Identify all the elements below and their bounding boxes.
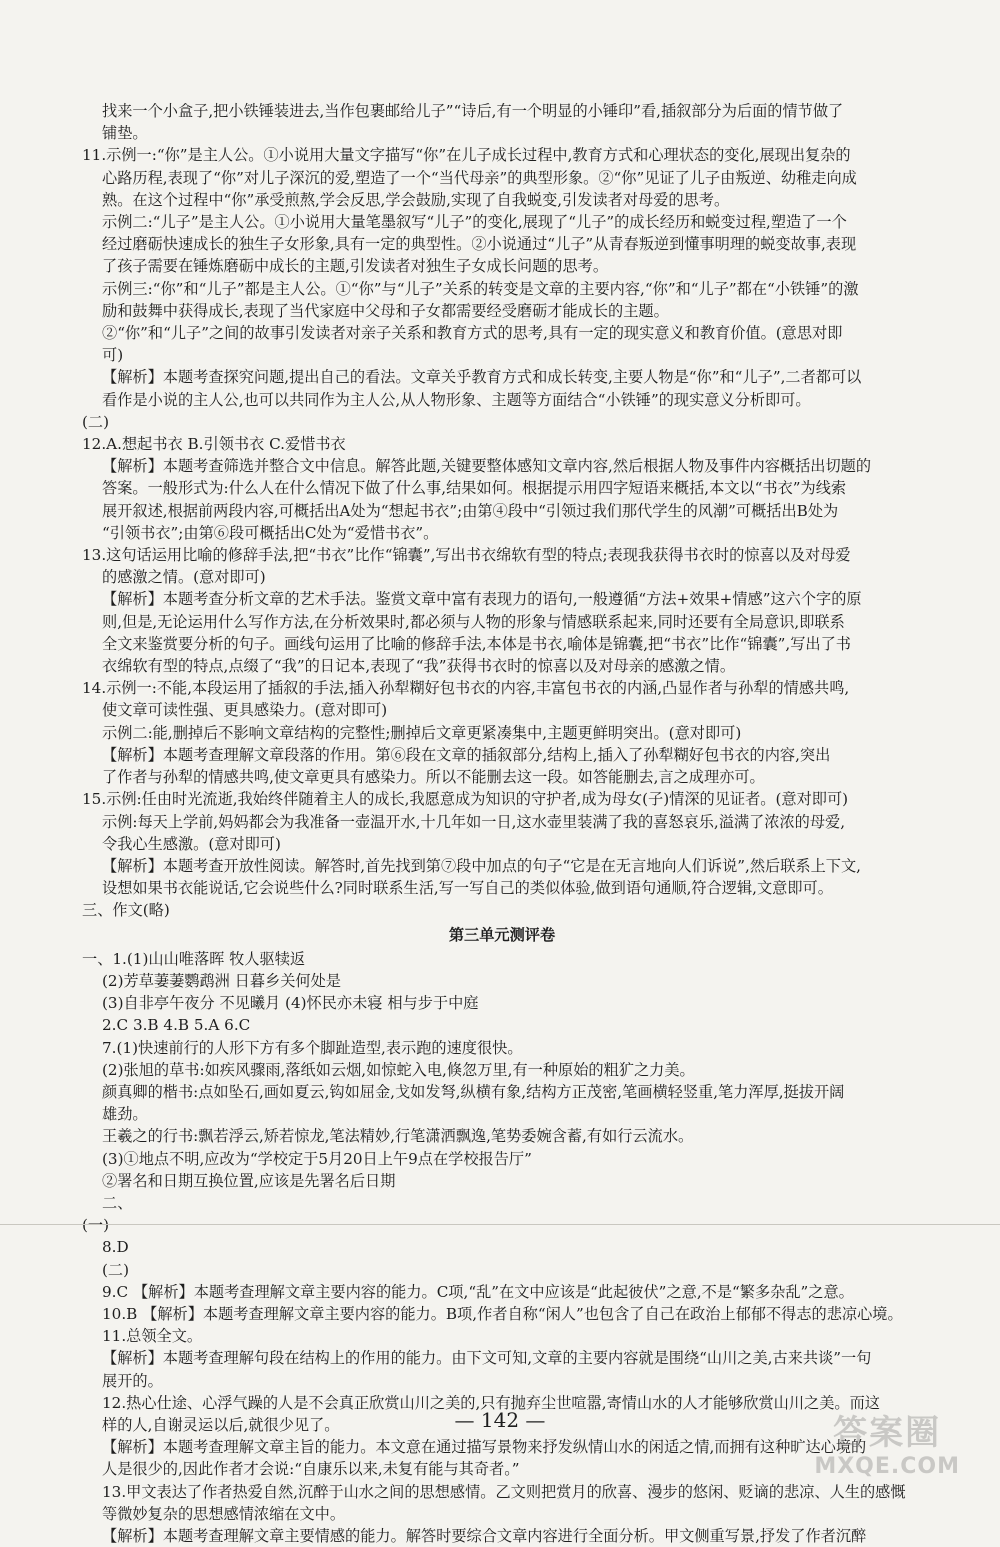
text-line: 看作是小说的主人公,也可以共同作为主人公,从人物形象、主题等方面结合“小铁锤”的现实意义分析即可。	[102, 390, 811, 409]
text-line: 找来一个小盒子,把小铁锤装进去,当作包裹邮给儿子”“诗后,有一个明显的小锤印”看,插叙部分为后面的情节做了	[102, 102, 844, 120]
text-line: 【解析】本题考查理解文章主要情感的能力。解答时要综合文章内容进行全面分析。甲文侧重写景,抒发了作者沉醉	[102, 1527, 867, 1545]
text-line: 【解析】本题考查理解文章主旨的能力。本文意在通过描写景物来抒发纵情山水的闲适之情,而拥有这种旷达心境的	[102, 1438, 867, 1457]
text-line: 熟。在这个过程中“你”承受煎熬,学会反思,学会鼓励,实现了自我蜕变,引发读者对母爱的思考。	[102, 190, 730, 209]
text-line: 则,但是,无论运用什么写作方法,在分析效果时,都必须与人物的形象与情感联系起来,同时还要有全局意识,即联系	[102, 612, 845, 631]
text-line: (3)自非亭午夜分 不见曦月 (4)怀民亦未寝 相与步于中庭	[102, 994, 479, 1013]
section-marker: 三、作文(略)	[82, 901, 170, 920]
analysis-line: 【解析】本题考查探究问题,提出自己的看法。文章关乎教育方式和成长转变,主要人物是“你”和“儿子”,二者都可以	[102, 368, 862, 387]
text-line: 的感激之情。(意对即可)	[102, 568, 266, 587]
text-line: 心路历程,表现了“你”对儿子深沉的爱,塑造了一个“当代母亲”的典型形象。②“你”见证了儿子由叛逆、幼稚走向成	[102, 168, 857, 187]
divider-line	[0, 1224, 1000, 1225]
section-title: 第三单元测评卷	[448, 925, 556, 944]
text-line: 励和鼓舞中获得成长,表现了当代家庭中父母和子女都需要经受磨砺才能成长的主题。	[102, 301, 669, 320]
answer-content	[82, 100, 922, 1547]
text-line: ②“你”和“儿子”之间的故事引发读者对亲子关系和教育方式的思考,具有一定的现实意义和教育价值。(意思对即	[102, 324, 843, 343]
text-line: 7.(1)快速前行的人形下方有多个脚趾造型,表示跑的速度很快。	[102, 1038, 523, 1057]
text-line: 了作者与孙犁的情感共鸣,使文章更具有感染力。所以不能删去这一段。如答能删去,言之成理亦可。	[102, 768, 765, 787]
answer-11: 11.示例一:“你”是主人公。①小说用大量文字描写“你”在儿子成长过程中,教育方式和心理状态的变化,展现出复杂的	[82, 146, 851, 165]
text-line: 王羲之的行书:飘若浮云,矫若惊龙,笔法精妙,行笔潇洒飘逸,笔势委婉含蓄,有如行云流水。	[102, 1127, 694, 1146]
answer-13: 等微妙复杂的思想感情浓缩在文中。	[102, 1504, 345, 1523]
text-line: 衣绵软有型的特点,点缀了“我”的日记本,表现了“我”获得书衣时的惊喜以及对母亲的感激之情。	[102, 657, 736, 676]
answer-13: 13.这句话运用比喻的修辞手法,把“书衣”比作“锦囊”,写出书衣绵软有型的特点;表现我获得书衣时的惊喜以及对母爱	[82, 546, 851, 565]
answer-9: 10.B 【解析】本题考查理解文章主要内容的能力。B项,作者自称“闲人”也包含了自己在政治上郁郁不得志的悲凉心境。	[102, 1304, 903, 1323]
section-marker: (一)	[82, 1216, 110, 1235]
text-line: 13.甲文表达了作者热爱自然,沉醉于山水之间的思想感情。乙文则把赏月的欣喜、漫步的悠闲、贬谪的悲凉、人生的感慨	[102, 1482, 906, 1501]
text-line: 设想如果书衣能说话,它会说些什么?同时联系生活,写一写自己的类似体验,做到语句通顺,符合逻辑,文意即可。	[102, 879, 833, 898]
text-line: (3)①地点不明,应改为“学校定于5月20日上午9点在学校报告厅”	[102, 1149, 532, 1168]
text-line: 使文章可读性强、更具感染力。(意对即可)	[102, 701, 388, 720]
text-line: (2)张旭的草书:如疾风骤雨,落纸如云烟,如惊蛇入电,倏忽万里,有一种原始的粗犷之力美。	[102, 1060, 695, 1079]
text-line: 展开叙述,根据前两段内容,可概括出A处为“想起书衣”;由第④段中“引领过我们那代学生的风潮”可概括出B处为	[102, 501, 839, 520]
section-marker: (二)	[82, 412, 110, 431]
analysis-line: 展开的。	[102, 1371, 163, 1390]
text-line: 雄劲。	[102, 1105, 148, 1124]
text-line: 铺垫。	[102, 124, 148, 143]
answer-11: 【解析】本题考查理解句段在结构上的作用的能力。由下文可知,文章的主要内容就是围绕“山川之美,古来共谈”一句	[102, 1349, 872, 1368]
answer-12: 样的人,自谢灵运以后,就很少见了。	[102, 1415, 340, 1434]
text-line: ②署名和日期互换位置,应该是先署名后日期	[102, 1171, 396, 1190]
text-line: 示例三:“你”和“儿子”都是主人公。①“你”与“儿子”关系的转变是文章的主要内容,“你”和“儿子”都在“小铁锤”的激	[102, 279, 859, 298]
text-line: 2.C 3.B 4.B 5.A 6.C	[102, 1016, 251, 1035]
text-line: 示例二:“儿子”是主人公。①小说用大量笔墨叙写“儿子”的变化,展现了“儿子”的成长经历和蜕变过程,塑造了一个	[102, 213, 847, 232]
text-line: 令我心生感激。(意对即可)	[102, 834, 281, 853]
text-line: 了孩子需要在锤炼磨砺中成长的主题,引发读者对独生子女成长问题的思考。	[102, 257, 609, 276]
text-line: “引领书衣”;由第⑥段可概括出C处为“爱惜书衣”。	[102, 523, 439, 542]
watermark-url: MXQE.COM	[814, 1454, 960, 1479]
text-line: 全文来鉴赏要分析的句子。画线句运用了比喻的修辞手法,本体是书衣,喻体是锦囊,把“书衣”比作“锦囊”,写出了书	[102, 634, 851, 653]
answer-15: 15.示例:任由时光流逝,我始终伴随着主人的成长,我愿意成为知识的守护者,成为母女(子)情深的见证者。(意对即可)	[82, 790, 849, 809]
text-line: (二)	[102, 1260, 130, 1279]
analysis-line: 【解析】本题考查分析文章的艺术手法。鉴赏文章中富有表现力的语句,一般遵循“方法+效果+情感”这六个字的原	[102, 590, 862, 609]
text-line: 8.D	[102, 1238, 129, 1257]
text-line: 颜真卿的楷书:点如坠石,画如夏云,钩如屈金,戈如发弩,纵横有象,结构方正茂密,笔画横轻竖重,笔力浑厚,挺拔开阔	[102, 1082, 845, 1101]
watermark-text: 答案圈	[833, 1413, 942, 1453]
text-line: 示例二:能,删掉后不影响文章结构的完整性;删掉后文章更紧凑集中,主题更鲜明突出。(意对即可)	[102, 723, 742, 742]
text-line: 示例:每天上学前,妈妈都会为我准备一壶温开水,十几年如一日,这水壶里装满了我的喜怒哀乐,溢满了浓浓的母爱,	[102, 812, 846, 831]
analysis-line: 【解析】本题考查开放性阅读。解答时,首先找到第⑦段中加点的句子“它是在无言地向人们诉说”,然后联系上下文,	[102, 856, 862, 875]
watermark-logo	[814, 1405, 960, 1479]
text-line: 可)	[102, 346, 124, 365]
text-line: 9.C 【解析】本题考查理解文章主要内容的能力。C项,“乱”在文中应该是“此起彼伏”之意,不是“繁多杂乱”之意。	[102, 1282, 854, 1301]
answer-10: 11.总领全文。	[102, 1327, 203, 1346]
text-line: (2)芳草萋萋鹦鹉洲 日暮乡关何处是	[102, 971, 341, 990]
analysis-line: 【解析】本题考查理解文章段落的作用。第⑥段在文章的插叙部分,结构上,插入了孙犁糊好包书衣的内容,突出	[102, 745, 831, 764]
text-line: 答案。一般形式为:什么人在什么情况下做了什么事,结果如何。根据提示用四字短语来概括,本文以“书衣”为线索	[102, 479, 847, 498]
text-line: 经过磨砺快速成长的独生子女形象,具有一定的典型性。②小说通过“儿子”从青春叛逆到懂事明理的蜕变故事,表现	[102, 235, 857, 254]
answer-14: 14.示例一:不能,本段运用了插叙的手法,插入孙犁糊好包书衣的内容,丰富包书衣的内涵,凸显作者与孙犁的情感共鸣,	[82, 679, 850, 698]
analysis-line: 【解析】本题考查筛选并整合文中信息。解答此题,关键要整体感知文章内容,然后根据人物及事件内容概括出切题的	[102, 457, 872, 476]
answer-12: 12.A.想起书衣 B.引领书衣 C.爱惜书衣	[82, 435, 346, 454]
page-number: — 142 —	[454, 1408, 546, 1432]
text-line: 12.热心仕途、心浮气躁的人是不会真正欣赏山川之美的,只有抛弃尘世喧嚣,寄情山水的人才能够欣赏山川之美。而这	[102, 1393, 880, 1412]
analysis-line: 人是很少的,因此作者才会说:“自康乐以来,未复有能与其奇者。”	[102, 1460, 520, 1479]
answer-1: 一、1.(1)山山唯落晖 牧人驱犊返	[82, 949, 306, 968]
text-line: 二、	[102, 1193, 133, 1212]
